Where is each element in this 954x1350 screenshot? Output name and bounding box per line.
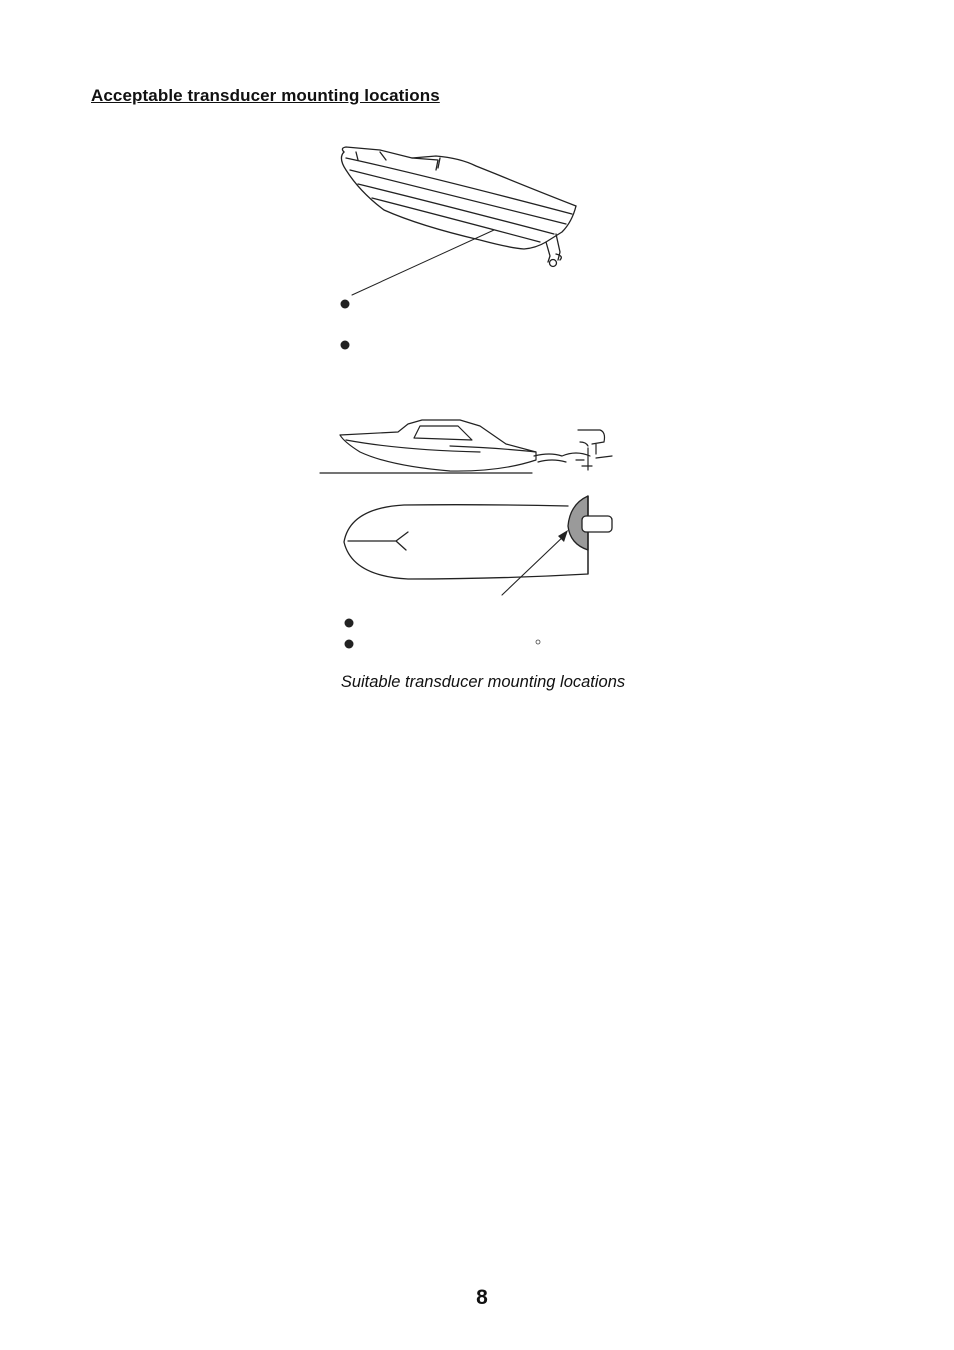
side-outboard: [578, 430, 605, 470]
cabin-window: [414, 426, 472, 440]
boat-side-illustration: [320, 420, 612, 473]
boat-underside-illustration: [341, 147, 576, 295]
leader-line-top: [352, 230, 494, 295]
transducer-location-figure: [300, 130, 640, 670]
keel-line: [348, 532, 408, 550]
hull-outline: [341, 152, 576, 249]
wake-lines: [534, 453, 612, 462]
bullet-marker: [341, 300, 350, 309]
hull-strake-2: [350, 170, 566, 224]
outboard-motor-plan: [582, 516, 612, 532]
pointer-arrow-line: [502, 534, 566, 595]
hull-plan-outline: [344, 496, 588, 579]
hull-strake-1: [346, 158, 572, 214]
windshield: [412, 158, 440, 170]
section-heading: Acceptable transducer mounting locations: [91, 86, 440, 105]
hull-plan-illustration: [344, 496, 612, 595]
side-deck: [340, 420, 536, 452]
degree-mark: [536, 640, 540, 644]
hull-strake-3: [358, 184, 554, 234]
page-number: 8: [476, 1286, 488, 1309]
side-hull: [340, 435, 536, 471]
figure-caption: Suitable transducer mounting locations: [340, 673, 626, 691]
bullet-marker: [345, 619, 354, 628]
bullet-marker: [341, 341, 350, 350]
bullet-marker: [345, 640, 354, 649]
outboard-cap: [580, 442, 588, 446]
hull-strake-4: [372, 198, 540, 242]
propeller-hub: [550, 260, 557, 267]
deck-rail: [356, 152, 386, 160]
